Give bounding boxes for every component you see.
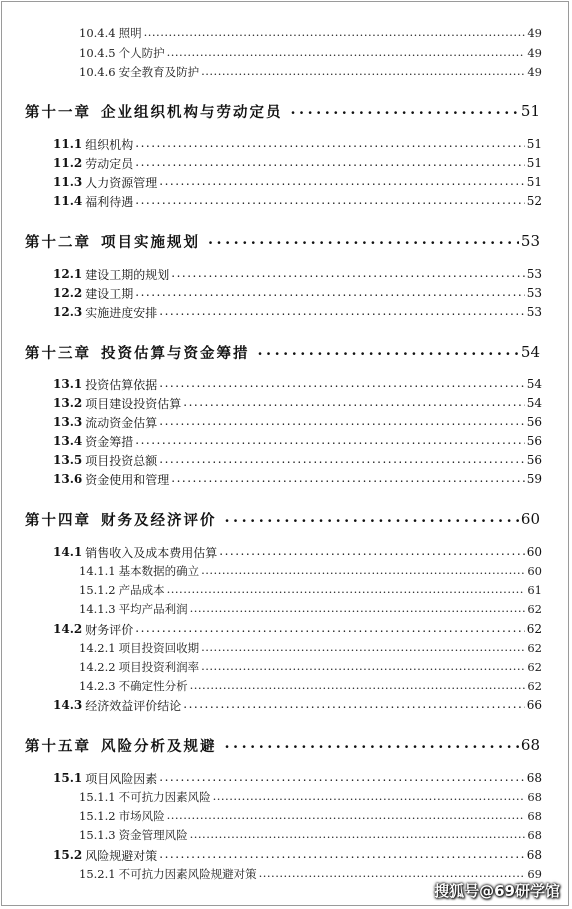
toc-number: 14.1 [53, 545, 83, 559]
dot-leader [201, 565, 525, 577]
dot-leader [219, 546, 524, 558]
toc-title: 市场风险 [118, 809, 165, 823]
toc-title: 项目投资利润率 [118, 660, 200, 674]
toc-title: 销售收入及成本费用估算 [85, 545, 218, 560]
dot-leader [201, 66, 525, 78]
toc-title: 资金使用和管理 [85, 472, 170, 487]
toc-number: 11.2 [53, 156, 83, 170]
toc-entry-15-1-2[interactable] [0, 580, 572, 600]
toc-entry-15-1[interactable] [0, 768, 572, 788]
toc-title: 产品成本 [118, 583, 165, 597]
toc-entry-14-2-2[interactable] [0, 657, 572, 677]
toc-number: 15.2.1 [79, 867, 116, 881]
toc-page-number: 51 [526, 137, 542, 151]
toc-title: 不可抗力因素风险 [118, 790, 211, 804]
toc-page-number: 56 [526, 453, 542, 467]
chapter-number: 第十三章 [25, 344, 91, 362]
toc-title: 照明 [118, 26, 142, 40]
toc-chapter-14[interactable] [0, 506, 572, 532]
chapter-title: 风险分析及规避 [101, 737, 217, 755]
toc-entry-15-1-3[interactable] [0, 825, 572, 845]
toc-number: 14.1.3 [79, 602, 116, 616]
toc-entry-13-4[interactable] [0, 431, 572, 451]
toc-title: 福利待遇 [85, 194, 134, 209]
toc-number: 14.2.3 [79, 679, 116, 693]
dot-leader [159, 416, 524, 428]
toc-title: 风险规避对策 [85, 848, 158, 863]
dot-leader [201, 661, 525, 673]
toc-title: 建设工期 [85, 286, 134, 301]
dot-leader [208, 234, 519, 249]
toc-number: 14.2.1 [79, 641, 116, 655]
toc-entry-12-2[interactable] [0, 283, 572, 303]
toc-page-number: 61 [527, 583, 542, 597]
dot-leader [135, 287, 524, 299]
dot-leader [135, 435, 524, 447]
source-watermark [434, 880, 560, 901]
dot-leader [159, 772, 524, 784]
toc-entry-13-6[interactable] [0, 469, 572, 489]
toc-page-number: 49 [527, 26, 542, 40]
toc-page-number: 68 [527, 790, 542, 804]
dot-leader [159, 454, 524, 466]
dot-leader [159, 176, 524, 188]
toc-page-number: 68 [527, 828, 542, 842]
dot-leader [190, 603, 526, 615]
dot-leader [213, 791, 526, 803]
toc-page-number: 68 [520, 736, 540, 754]
toc-page-number: 68 [526, 848, 542, 862]
toc-title: 实施进度安排 [85, 305, 158, 320]
toc-number: 14.2 [53, 622, 83, 636]
toc-title: 人力资源管理 [85, 175, 158, 190]
dot-leader [167, 810, 526, 822]
dot-leader [135, 157, 524, 169]
toc-title: 劳动定员 [85, 156, 134, 171]
toc-title: 经济效益评价结论 [85, 698, 182, 713]
toc-title: 组织机构 [85, 137, 134, 152]
toc-page-number: 49 [527, 65, 542, 79]
toc-title: 平均产品利润 [118, 602, 188, 616]
toc-page-number: 56 [526, 415, 542, 429]
toc-page-number: 66 [526, 698, 542, 712]
toc-page-number: 62 [527, 679, 542, 693]
watermark-text: 搜狐号@69研学馆 [434, 882, 560, 900]
toc-title: 基本数据的确立 [118, 564, 200, 578]
toc-page-number: 54 [526, 396, 542, 410]
chapter-number: 第十四章 [25, 511, 91, 529]
toc-entry-14-2[interactable] [0, 619, 572, 639]
toc-title: 项目投资总额 [85, 453, 158, 468]
toc-number: 13.4 [53, 434, 83, 448]
dot-leader [135, 138, 524, 150]
toc-page-number: 68 [527, 809, 542, 823]
toc-entry-11-1[interactable] [0, 134, 572, 154]
dot-leader [201, 642, 525, 654]
toc-number: 14.2.2 [79, 660, 116, 674]
toc-entry-10-4-6[interactable] [0, 62, 572, 82]
dot-leader [190, 680, 526, 692]
toc-entry-13-2[interactable] [0, 393, 572, 413]
dot-leader [259, 868, 526, 880]
dot-leader [225, 512, 519, 527]
dot-leader [183, 397, 524, 409]
toc-number: 15.1.2 [79, 809, 116, 823]
toc-entry-13-5[interactable] [0, 450, 572, 470]
toc-title: 资金管理风险 [118, 828, 188, 842]
toc-entry-10-4-5[interactable] [0, 43, 572, 63]
toc-entry-14-3[interactable] [0, 695, 572, 715]
toc-number: 10.4.6 [79, 65, 116, 79]
chapter-number: 第十一章 [25, 103, 91, 121]
toc-page-number: 62 [527, 660, 542, 674]
dot-leader [159, 849, 524, 861]
toc-title: 流动资金估算 [85, 415, 158, 430]
toc-page-number: 59 [526, 472, 542, 486]
dot-leader [159, 378, 524, 390]
toc-number: 14.3 [53, 698, 83, 712]
toc-entry-15-1-2[interactable] [0, 806, 572, 826]
toc-entry-13-3[interactable] [0, 412, 572, 432]
dot-leader [167, 584, 526, 596]
toc-page-number: 60 [526, 545, 542, 559]
toc-number: 15.1.3 [79, 828, 116, 842]
dot-leader [144, 27, 526, 39]
chapter-number: 第十二章 [25, 233, 91, 251]
toc-page-number: 51 [526, 175, 542, 189]
dot-leader [159, 306, 524, 318]
toc-title: 个人防护 [118, 46, 165, 60]
toc-page-number: 53 [526, 267, 542, 281]
toc-entry-11-4[interactable] [0, 191, 572, 211]
toc-number: 12.1 [53, 267, 83, 281]
toc-entry-12-1[interactable] [0, 264, 572, 284]
toc-entry-13-1[interactable] [0, 374, 572, 394]
toc-page-number: 52 [526, 194, 542, 208]
toc-page-number: 54 [526, 377, 542, 391]
toc-number: 15.2 [53, 848, 83, 862]
toc-number: 15.1.1 [79, 790, 116, 804]
toc-chapter-13[interactable] [0, 339, 572, 365]
toc-title: 建设工期的规划 [85, 267, 170, 282]
toc-page-number: 51 [526, 156, 542, 170]
toc-page-number: 54 [520, 343, 540, 361]
toc-title: 项目投资回收期 [118, 641, 200, 655]
toc-chapter-12[interactable] [0, 228, 572, 254]
toc-number: 11.3 [53, 175, 83, 189]
toc-number: 13.5 [53, 453, 83, 467]
toc-chapter-15[interactable] [0, 732, 572, 758]
toc-number: 13.1 [53, 377, 83, 391]
toc-title: 财务评价 [85, 622, 134, 637]
dot-leader [171, 473, 524, 485]
chapter-title: 投资估算与资金筹措 [101, 344, 250, 362]
dot-leader [171, 268, 524, 280]
toc-number: 13.3 [53, 415, 83, 429]
toc-number: 15.1.2 [79, 583, 116, 597]
toc-number: 11.4 [53, 194, 83, 208]
toc-chapter-11[interactable] [0, 98, 572, 124]
toc-page-number: 62 [527, 602, 542, 616]
toc-entry-14-1-3[interactable] [0, 599, 572, 619]
chapter-title: 企业组织机构与劳动定员 [101, 103, 283, 121]
toc-title: 项目风险因素 [85, 771, 158, 786]
toc-entry-14-2-3[interactable] [0, 676, 572, 696]
toc-title: 不确定性分析 [118, 679, 188, 693]
dot-leader [135, 623, 524, 635]
toc-number: 11.1 [53, 137, 83, 151]
dot-leader [167, 47, 526, 59]
toc-entry-11-2[interactable] [0, 153, 572, 173]
toc-entry-14-1[interactable] [0, 542, 572, 562]
toc-page-number: 60 [527, 564, 542, 578]
chapter-title: 项目实施规划 [101, 233, 200, 251]
toc-page-number: 62 [526, 622, 542, 636]
toc-page-number: 49 [527, 46, 542, 60]
toc-number: 14.1.1 [79, 564, 116, 578]
toc-number: 12.2 [53, 286, 83, 300]
toc-title: 安全教育及防护 [118, 65, 200, 79]
toc-page-number: 51 [520, 102, 540, 120]
toc-entry-10-4-4[interactable] [0, 23, 572, 43]
toc-entry-14-2-1[interactable] [0, 638, 572, 658]
toc-entry-14-1-1[interactable] [0, 561, 572, 581]
chapter-number: 第十五章 [25, 737, 91, 755]
toc-title: 投资估算依据 [85, 377, 158, 392]
toc-entry-15-1-1[interactable] [0, 787, 572, 807]
toc-number: 13.6 [53, 472, 83, 486]
dot-leader [183, 699, 524, 711]
toc-entry-11-3[interactable] [0, 172, 572, 192]
toc-page-number: 69 [527, 867, 542, 881]
chapter-title: 财务及经济评价 [101, 511, 217, 529]
dot-leader [291, 104, 519, 119]
dot-leader [135, 195, 524, 207]
toc-entry-12-3[interactable] [0, 302, 572, 322]
toc-title: 资金筹措 [85, 434, 134, 449]
toc-page-number: 56 [526, 434, 542, 448]
toc-page-number: 62 [527, 641, 542, 655]
toc-title: 不可抗力因素风险规避对策 [118, 867, 257, 881]
toc-number: 10.4.4 [79, 26, 116, 40]
toc-number: 10.4.5 [79, 46, 116, 60]
toc-number: 12.3 [53, 305, 83, 319]
toc-title: 项目建设投资估算 [85, 396, 182, 411]
toc-entry-15-2[interactable] [0, 845, 572, 865]
toc-page-number: 68 [526, 771, 542, 785]
dot-leader [258, 345, 519, 360]
toc-number: 13.2 [53, 396, 83, 410]
dot-leader [225, 738, 519, 753]
dot-leader [190, 829, 526, 841]
toc-page-number: 53 [526, 305, 542, 319]
toc-page-number: 60 [520, 510, 540, 528]
toc-number: 15.1 [53, 771, 83, 785]
toc-page-number: 53 [526, 286, 542, 300]
toc-page-number: 53 [520, 232, 540, 250]
